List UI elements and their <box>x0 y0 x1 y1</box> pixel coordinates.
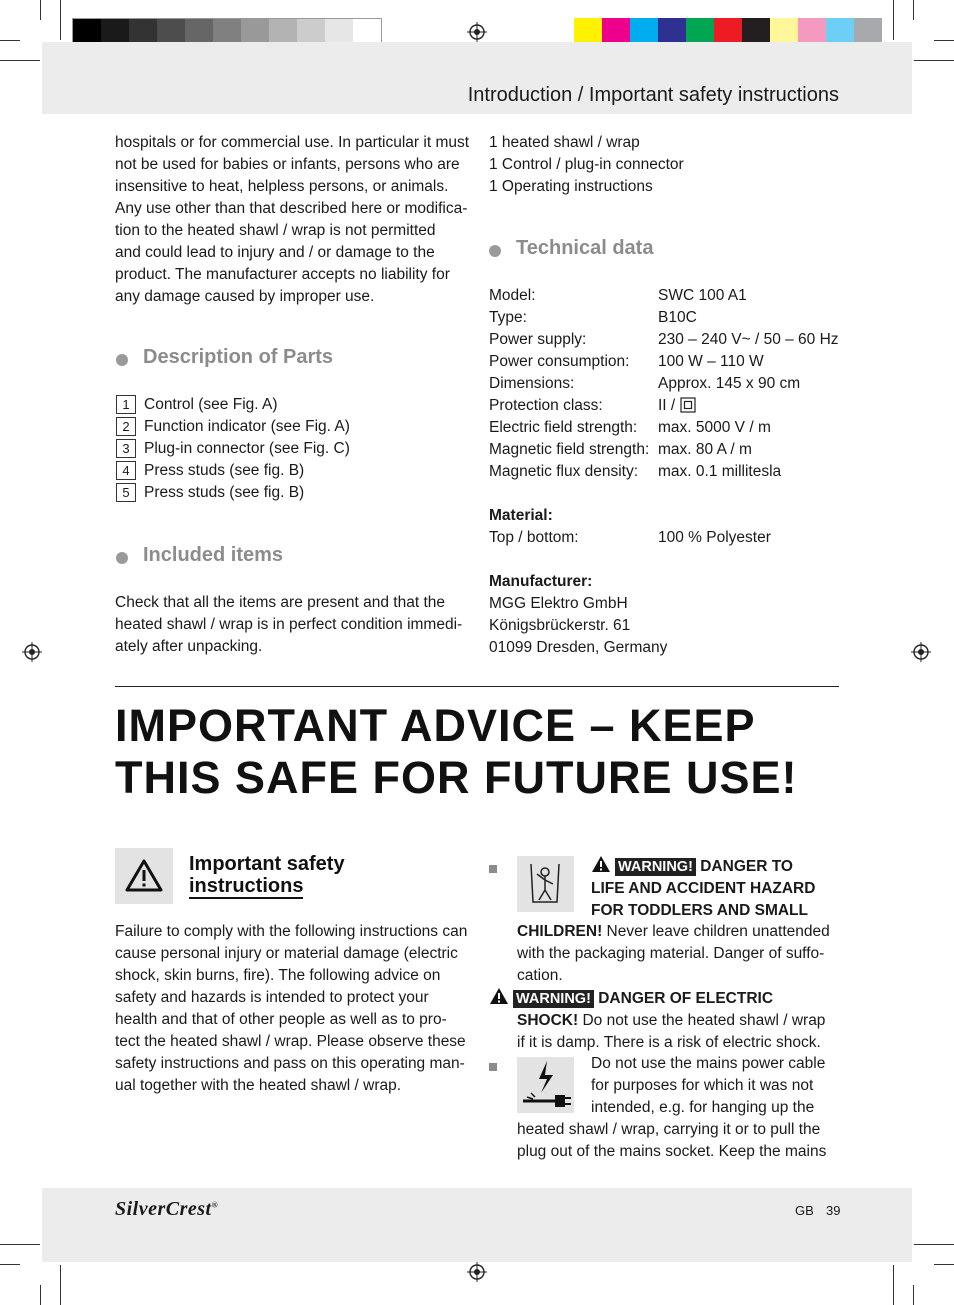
list-item <box>116 416 350 438</box>
manufacturer-line: 01099 Dresden, Germany <box>489 639 668 656</box>
warning-bold: SHOCK! <box>517 1012 579 1029</box>
warning-triangle-icon <box>115 848 173 904</box>
text-line: health and that of other people as well as to pro- <box>115 1011 447 1028</box>
tech-label: Dimensions: <box>489 375 575 392</box>
list-item: 1 Control / plug-in connector <box>489 156 684 173</box>
tech-value: max. 5000 V / m <box>658 419 771 436</box>
text-line: any damage caused by improper use. <box>115 288 375 305</box>
tech-label: Protection class: <box>489 397 603 414</box>
title-line: IMPORTANT ADVICE – KEEP <box>115 700 756 751</box>
registration-mark-icon <box>911 642 931 662</box>
tech-value: max. 0.1 millitesla <box>658 463 782 480</box>
warning-line: plug out of the mains socket. Keep the mains <box>517 1143 827 1160</box>
part-label: Function indicator (see Fig. A) <box>144 418 350 435</box>
warning-line: intended, e.g. for hanging up the <box>591 1099 815 1116</box>
child-hazard-image <box>517 856 574 912</box>
electric-shock-cable-icon <box>517 1057 574 1113</box>
text-line: heated shawl / wrap is in perfect condition immedi- <box>115 616 463 633</box>
part-number: 2 <box>116 417 136 436</box>
manufacturer-line: Königsbrückerstr. 61 <box>489 617 631 634</box>
warning-3 <box>591 1053 825 1119</box>
list-item: 1 heated shawl / wrap <box>489 134 640 151</box>
heading-line: Important safety <box>189 853 345 875</box>
tech-heading: Technical data <box>516 237 654 259</box>
manufacturer-line: MGG Elektro GmbH <box>489 595 628 612</box>
warning-label: WARNING! <box>513 990 594 1008</box>
parts-list <box>116 394 350 504</box>
warning-line <box>591 855 815 878</box>
page-header-title: Introduction / Important safety instructions <box>467 84 839 106</box>
brand-logo: SilverCrest® <box>115 1198 219 1220</box>
warning-1-lines <box>591 855 815 922</box>
part-number: 3 <box>116 439 136 458</box>
tech-value: B10C <box>658 309 697 326</box>
text-line: ately after unpacking. <box>115 638 263 655</box>
material-label: Top / bottom: <box>489 529 579 546</box>
list-item <box>116 460 350 482</box>
part-number: 5 <box>116 483 136 502</box>
text-line: and could lead to injury and / or damage to the <box>115 244 435 261</box>
list-item: 1 Operating instructions <box>489 178 653 195</box>
warning-1-continued <box>517 921 830 987</box>
manufacturer-heading: Manufacturer: <box>489 573 593 590</box>
tech-label: Model: <box>489 287 536 304</box>
tech-label: Magnetic flux density: <box>489 463 639 480</box>
safety-paragraph <box>115 921 475 1097</box>
warning-label: WARNING! <box>615 858 696 876</box>
warning-line: for purposes for which it was not <box>591 1077 814 1094</box>
text-line: safety instructions and pass on this operating man- <box>115 1055 465 1072</box>
tech-label: Power consumption: <box>489 353 630 370</box>
part-number: 4 <box>116 461 136 480</box>
tech-label: Magnetic field strength: <box>489 441 650 458</box>
text-line: not be used for babies or infants, persons who are <box>115 156 460 173</box>
double-insulation-icon <box>680 397 696 413</box>
cable-hazard-image <box>517 1057 574 1113</box>
list-bullet-icon <box>489 865 497 873</box>
tech-value: SWC 100 A1 <box>658 287 747 304</box>
text-line: safety and hazards is intended to protect your <box>115 989 429 1006</box>
text-line: ual together with the heated shawl / wrap. <box>115 1077 402 1094</box>
registration-mark-icon <box>22 642 42 662</box>
included-heading: Included items <box>143 544 284 566</box>
registration-mark-icon <box>467 1262 487 1282</box>
warning-3-continued <box>517 1119 826 1163</box>
part-label: Press studs (see fig. B) <box>144 484 305 501</box>
title-line: THIS SAFE FOR FUTURE USE! <box>115 752 798 803</box>
warning-line <box>489 1010 825 1032</box>
warning-line <box>489 987 825 1010</box>
tech-label: Electric field strength: <box>489 419 638 436</box>
parts-heading: Description of Parts <box>143 346 334 368</box>
registration-mark-icon <box>467 22 487 42</box>
brand-name: SilverCrest <box>115 1198 212 1220</box>
section-bullet-icon <box>116 552 128 564</box>
warning-2 <box>489 987 825 1054</box>
tech-value: 230 – 240 V~ / 50 – 60 Hz <box>658 331 839 348</box>
warning-triangle-box <box>115 848 173 904</box>
warning-text: Never leave children unattended <box>602 923 830 940</box>
warning-text: Do not use the heated shawl / wrap <box>578 1012 826 1029</box>
tech-label: Type: <box>489 309 527 326</box>
warning-line: Do not use the mains power cable <box>591 1055 826 1072</box>
tech-value: Approx. 145 x 90 cm <box>658 375 801 392</box>
warning-text: DANGER OF ELECTRIC <box>598 990 774 1007</box>
warning-bold: CHILDREN! <box>517 923 603 940</box>
warning-line: LIFE AND ACCIDENT HAZARD <box>591 880 816 897</box>
part-number: 1 <box>116 395 136 414</box>
warning-line: with the packaging material. Danger of suffo- <box>517 945 825 962</box>
section-bullet-icon <box>489 245 501 257</box>
included-paragraph <box>115 592 475 658</box>
tech-value: max. 80 A / m <box>658 441 752 458</box>
section-divider <box>115 686 839 687</box>
material-value: 100 % Polyester <box>658 529 771 546</box>
part-label: Plug-in connector (see Fig. C) <box>144 440 350 457</box>
text-line: tect the heated shawl / wrap. Please observe these <box>115 1033 466 1050</box>
text-line: cause personal injury or material damage (electric <box>115 945 458 962</box>
tech-label: Power supply: <box>489 331 587 348</box>
list-item <box>116 438 350 460</box>
warning-line: FOR TODDLERS AND SMALL <box>591 902 808 919</box>
text-line: tion to the heated shawl / wrap is not permitted <box>115 222 436 239</box>
child-packaging-icon <box>517 856 574 912</box>
heading-line: instructions <box>189 875 304 897</box>
text-line: shock, skin burns, fire). The following advice on <box>115 967 441 984</box>
warning-line: cation. <box>517 967 563 984</box>
text-line: product. The manufacturer accepts no liability for <box>115 266 450 283</box>
text-line: Any use other than that described here or modifica- <box>115 200 468 217</box>
section-bullet-icon <box>116 354 128 366</box>
text-line: Check that all the items are present and that the <box>115 594 445 611</box>
text-line: insensitive to heat, helpless persons, or animals. <box>115 178 449 195</box>
included-items-list <box>489 132 849 198</box>
list-item <box>116 482 350 504</box>
text-line: hospitals or for commercial use. In particular it must <box>115 134 470 151</box>
list-bullet-icon <box>489 1063 497 1071</box>
safety-heading <box>189 853 345 899</box>
warning-line: if it is damp. There is a risk of electric shock. <box>517 1034 821 1051</box>
list-item <box>116 394 350 416</box>
important-advice-title <box>115 700 798 804</box>
text-line: Failure to comply with the following instructions can <box>115 923 468 940</box>
warning-triangle-icon <box>489 987 509 1005</box>
warning-triangle-icon <box>591 855 611 873</box>
part-label: Control (see Fig. A) <box>144 396 278 413</box>
part-label: Press studs (see fig. B) <box>144 462 305 479</box>
warning-line <box>517 921 830 943</box>
tech-value: 100 W – 110 W <box>658 353 764 370</box>
tech-value <box>658 395 696 417</box>
page-number: 39 <box>826 1203 841 1218</box>
warning-line: heated shawl / wrap, carrying it or to pull the <box>517 1121 821 1138</box>
warning-text: DANGER TO <box>700 858 793 875</box>
footer-language: GB <box>795 1203 814 1218</box>
protection-class-text: II / <box>658 397 680 414</box>
material-heading: Material: <box>489 507 553 524</box>
intro-paragraph <box>115 132 475 308</box>
